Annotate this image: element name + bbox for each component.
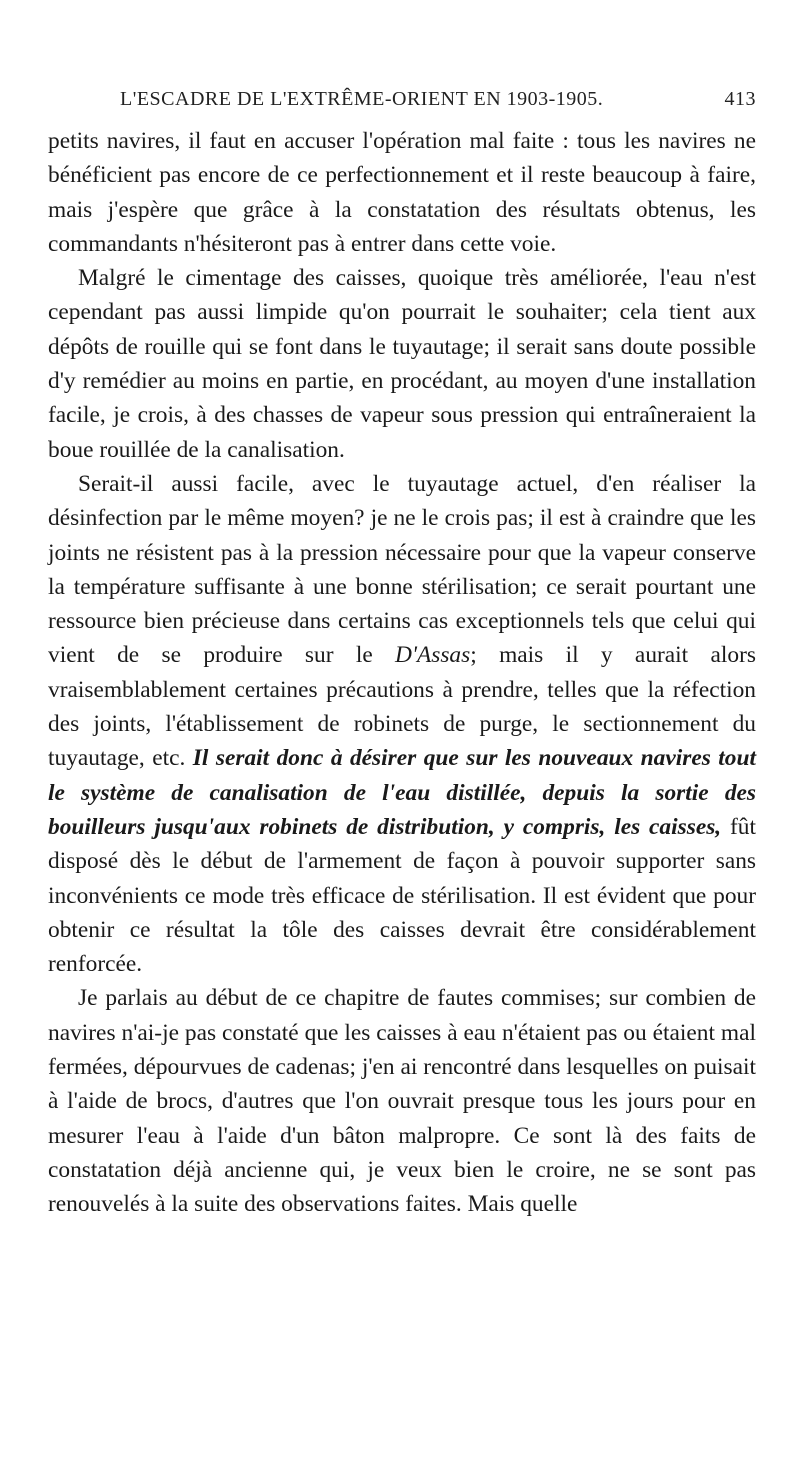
ship-name: D'Assas: [395, 642, 471, 669]
running-header: [48, 88, 756, 118]
paragraph-3-text-b: ; mais il y aurait alors vraisemblablement certaines précautions à prendre, telles que la réfection des joints, l'établissement de robinets de purge, le sectionnement du tuyautage, etc.: [48, 642, 756, 772]
emphasized-recommendation: Il serait donc à désirer que sur les nouveaux navires tout le système de canalisation de l'eau distillée, depuis la sortie des bouilleurs jusqu'aux robinets de distribution, y compris, les caisses,: [48, 745, 756, 840]
paragraph-3-text-c: fût disposé dès le début de l'armement de façon à pouvoir supporter sans inconvénients ce mode très efficace de stérilisation. Il est évident que pour obtenir ce résultat la tôle des caisses devrait être considérablement renforcée.: [48, 813, 756, 978]
paragraph-3-text-a: Serait-il aussi facile, avec le tuyautage actuel, d'en réaliser la désinfection par le même moyen? je ne le crois pas; il est à craindre que les joints ne résistent pas à la pression nécessaire pour que la vapeur conserve la température suffisante à une bonne stérilisation; ce serait pourtant une ressource bien précieuse dans certains cas exceptionnels tels que celui qui vient de se produire sur le: [48, 470, 756, 669]
paragraph-4: Je parlais au début de ce chapitre de fautes commises; sur combien de navires n'ai-je pas constaté que les caisses à eau n'étaient pas ou étaient mal fermées, dépourvues de cadenas; j'en ai rencontré dans lesquelles on puisait à l'aide de brocs, d'autres que l'on ouvrait presque tous les jours pour en mesurer l'eau à l'aide d'un bâton malpropre. Ce sont là des faits de constatation déjà ancienne qui, je veux bien le croire, ne se sont pas renouvelés à la suite des observations faites. Mais quelle: [48, 985, 756, 1218]
paragraph-3: [48, 467, 756, 981]
page-number: 413: [724, 88, 756, 110]
running-title: L'ESCADRE DE L'EXTRÊME-ORIENT EN 1903-1905.: [120, 88, 604, 110]
paragraph-2: Malgré le cimentage des caisses, quoique très améliorée, l'eau n'est cependant pas aussi limpide qu'on pourrait le souhaiter; cela tient aux dépôts de rouille qui se font dans le tuyautage; il serait sans doute possible d'y remédier au moins en partie, en procédant, au moyen d'une installation facile, je crois, à des chasses de vapeur sous pression qui entraîneraient la boue rouillée de la canalisation.: [48, 265, 756, 463]
body-text: [48, 124, 756, 1222]
paragraph-1: petits navires, il faut en accuser l'opération mal faite : tous les navires ne bénéficient pas encore de ce perfectionnement et il reste beaucoup à faire, mais j'espère que grâce à la constatation des résultats obtenus, les commandants n'hésiteront pas à entrer dans cette voie.: [48, 128, 756, 257]
